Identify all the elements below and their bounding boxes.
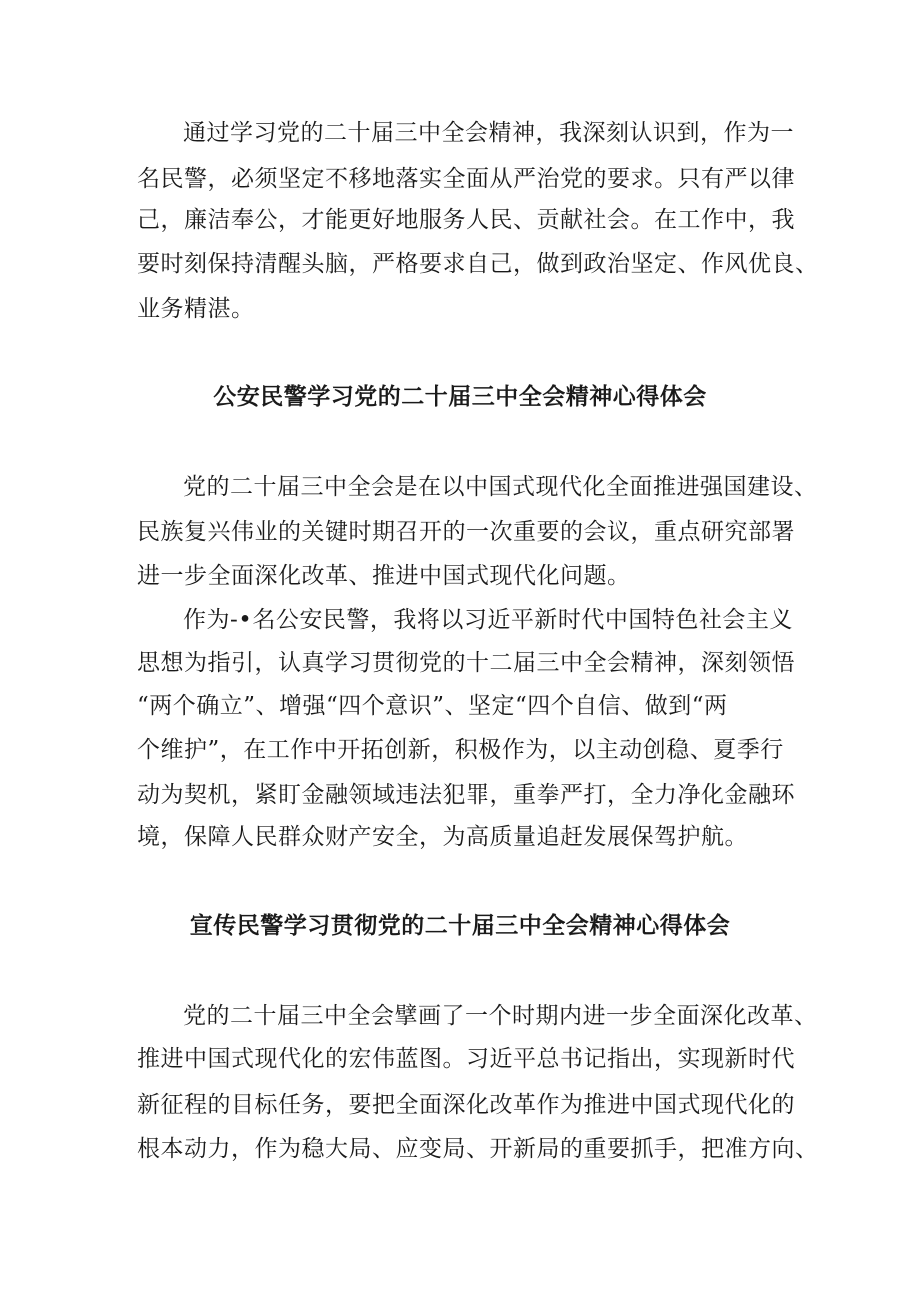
text-line: 新征程的目标任务，要把全面深化改革作为推进中国式现代化的 [137, 1092, 795, 1118]
text-line: 党的二十届三中全会是在以中国式现代化全面推进强国建设、 [183, 474, 818, 500]
text-line: “两个确立”、增强“四个意识”、坚定“四个自信、做到“两 [137, 693, 728, 719]
text-line: 民族复兴伟业的关键时期召开的一次重要的会议，重点研究部署 [137, 519, 795, 545]
text-line: 根本动力，作为稳大局、应变局、开新局的重要抓手，把准方向、 [137, 1136, 819, 1162]
text-line: 名民警，必须坚定不移地落实全面从严治党的要求。只有严以律 [137, 166, 795, 192]
text-line: 业务精湛。 [137, 296, 255, 322]
text-line: 作为-•名公安民警，我将以习近平新时代中国特色社会主义 [183, 607, 793, 633]
text-line: 己，廉洁奉公，才能更好地服务人民、贡献社会。在工作中，我 [137, 207, 795, 233]
text-line: 党的二十届三中全会擘画了一个时期内进一步全面深化改革、 [183, 1003, 818, 1029]
text-line: 要时刻保持清醒头脑，严格要求自己，做到政治坚定、作风优良、 [137, 251, 819, 277]
text-line: 通过学习党的二十届三中全会精神，我深刻认识到，作为一 [183, 120, 794, 146]
text-line: 境，保障人民群众财产安全，为高质量追赶发展保驾护航。 [137, 824, 748, 850]
text-line: 动为契机，紧盯金融领域违法犯罪，重拳严打，全力净化金融环 [137, 782, 795, 808]
text-line: 思想为指引，认真学习贯彻党的十二届三中全会精神，深刻领悟 [137, 650, 795, 676]
text-line: 推进中国式现代化的宏伟蓝图。习近平总书记指出，实现新时代 [137, 1046, 795, 1072]
section-3-title: 宣传民警学习贯彻党的二十届三中全会精神心得体会 [189, 912, 731, 939]
text-line: 进一步全面深化改革、推进中国式现代化问题。 [137, 563, 631, 589]
section-2-title: 公安民警学习党的二十届三中全会精神心得体会 [213, 383, 707, 410]
text-line: 个维护”，在工作中开拓创新，积极作为，以主动创稳、夏季行 [137, 737, 784, 763]
